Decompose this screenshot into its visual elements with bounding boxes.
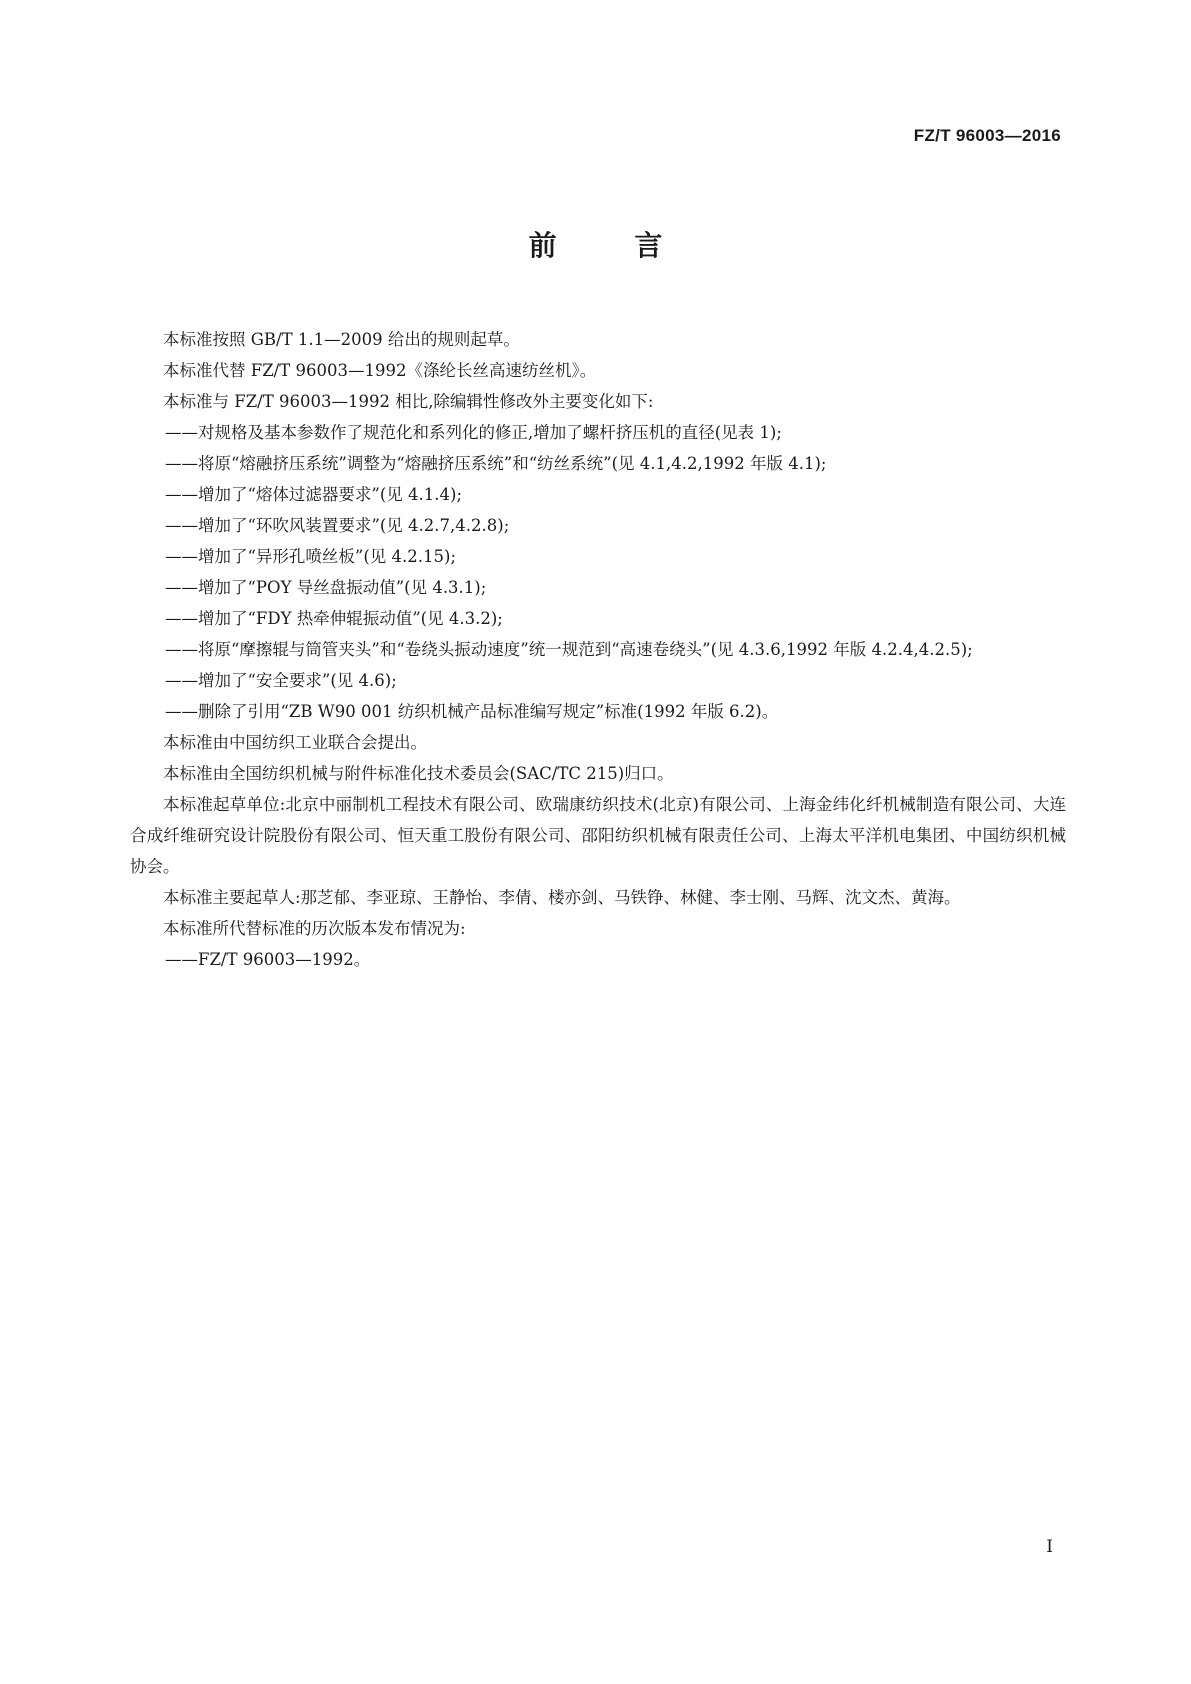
paragraph-history-intro: 本标准所代替标准的历次版本发布情况为: [163,919,466,938]
foreword-body [130,324,1066,975]
standard-code: FZ/T 96003—2016 [913,126,1061,145]
history-item: ——FZ/T 96003—1992。 [165,950,371,969]
change-item: ——增加了“安全要求”(见 4.6); [165,671,397,690]
change-item: ——增加了“POY 导丝盘振动值”(见 4.3.1); [165,578,487,597]
change-item: ——删除了引用“ZB W90 001 纺织机械产品标准编写规定”标准(1992 年版 6.2)。 [165,702,779,721]
page-number: I [1046,1537,1053,1557]
change-item: ——对规格及基本参数作了规范化和系列化的修正,增加了螺杆挤压机的直径(见表 1); [165,423,782,442]
paragraph-committee: 本标准由全国纺织机械与附件标准化技术委员会(SAC/TC 215)归口。 [163,764,674,783]
change-item: ——增加了“异形孔喷丝板”(见 4.2.15); [165,547,457,566]
change-item: ——增加了“环吹风装置要求”(见 4.2.7,4.2.8); [165,516,510,535]
change-item: ——增加了“FDY 热牵伸辊振动值”(见 4.3.2); [165,609,503,628]
change-item: ——将原“熔融挤压系统”调整为“熔融挤压系统”和“纺丝系统”(见 4.1,4.2,1992 年版 4.1); [165,454,827,473]
paragraph-drafting-rules: 本标准按照 GB/T 1.1—2009 给出的规则起草。 [163,330,520,349]
change-item: ——将原“摩擦辊与筒管夹头”和“卷绕头振动速度”统一规范到“高速卷绕头”(见 4.3.6,1992 年版 4.2.4,4.2.5); [165,640,973,659]
paragraph-proposer: 本标准由中国纺织工业联合会提出。 [163,733,427,752]
paragraph-drafters: 本标准主要起草人:那芝郁、李亚琼、王静怡、李倩、楼亦剑、马铁铮、林健、李士刚、马辉、沈文杰、黄海。 [163,888,961,907]
change-item: ——增加了“熔体过滤器要求”(见 4.1.4); [165,485,463,504]
paragraph-changes-intro: 本标准与 FZ/T 96003—1992 相比,除编辑性修改外主要变化如下: [163,392,654,411]
paragraph-replaces: 本标准代替 FZ/T 96003—1992《涤纶长丝高速纺丝机》。 [163,361,597,380]
paragraph-drafting-units: 本标准起草单位:北京中丽制机工程技术有限公司、欧瑞康纺织技术(北京)有限公司、上海金纬化纤机械制造有限公司、大连合成纤维研究设计院股份有限公司、恒天重工股份有限公司、邵阳纺织机械有限责任公司、上海太平洋机电集团、中国纺织机械协会。 [130,795,1066,876]
page-title: 前 言 [528,229,697,262]
